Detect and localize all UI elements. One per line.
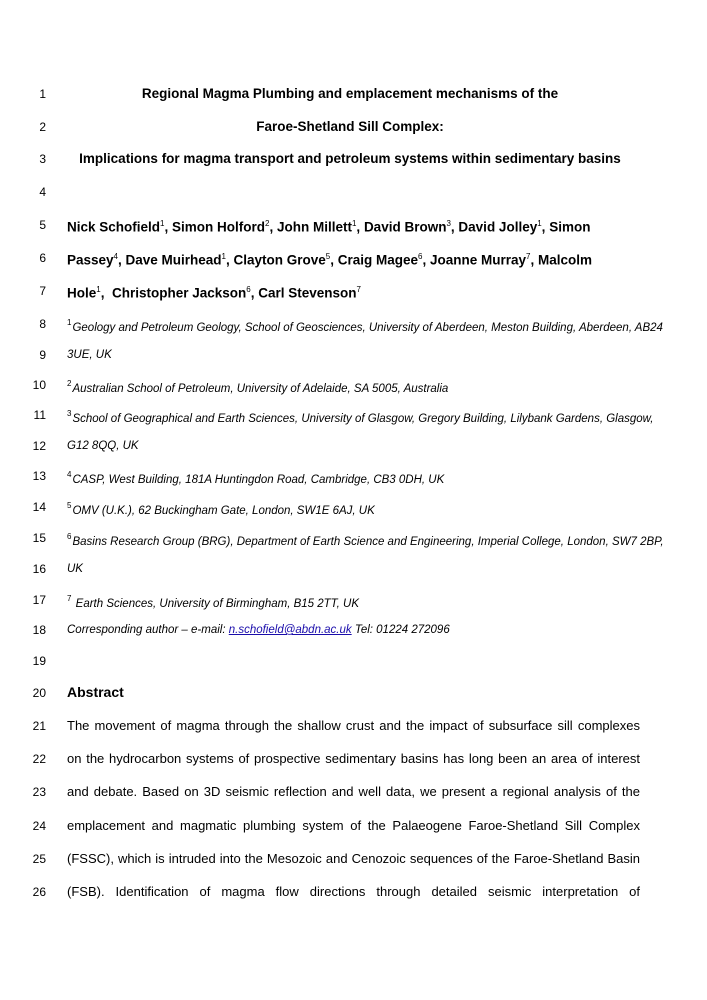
author-name: Carl Stevenson <box>258 285 357 301</box>
author-affiliation-sup: 1 <box>160 219 165 228</box>
abstract-line: (FSSC), which is intruded into the Mesozoic and Cenozoic sequences of the Faroe-Shetland Basin <box>67 851 640 866</box>
corresponding-label: Corresponding author – e-mail: <box>67 624 229 636</box>
abstract-line: emplacement and magmatic plumbing system of the Palaeogene Faroe-Shetland Sill Complex <box>67 818 640 833</box>
author-affiliation-sup: 1 <box>221 252 226 261</box>
affiliation-text: Geology and Petroleum Geology, School of Geosciences, University of Aberdeen, Meston Building, Aberdeen, AB24 <box>72 321 663 334</box>
affiliation-sup: 5 <box>67 501 72 510</box>
author-name: David Brown <box>363 219 447 235</box>
affiliation-6 <box>67 530 664 550</box>
line-number: 15 <box>32 531 46 545</box>
affiliation-sup: 1 <box>67 318 72 327</box>
author-affiliation-sup: 3 <box>446 219 451 228</box>
affiliation-6-cont: UK <box>67 563 83 575</box>
line-number: 9 <box>39 348 46 362</box>
author-affiliation-sup: 4 <box>113 252 118 261</box>
author-name: Clayton Grove <box>233 252 326 268</box>
author-name: Dave Muirhead <box>125 252 222 268</box>
affiliation-text: Basins Research Group (BRG), Department of Earth Science and Engineering, Imperial College, London, SW7 2BP, <box>72 535 664 548</box>
author-line-1: Nick Schofield$^1$, Simon Holford$^2$, John Millett$^1$, David Brown$^3$, David Jolley$^1$, Simon <box>67 219 591 235</box>
author-name: Simon Holford <box>172 219 265 235</box>
author-affiliation-sup: 1 <box>351 219 357 228</box>
line-number: 13 <box>32 469 46 483</box>
affiliation-sup: 4 <box>67 470 72 479</box>
author-name: Hole <box>67 285 97 301</box>
affiliation-sup: 3 <box>67 409 72 418</box>
line-number: 23 <box>32 785 46 799</box>
line-number: 19 <box>32 654 46 668</box>
affiliation-1-cont: 3UE, UK <box>67 349 112 361</box>
line-number: 14 <box>32 500 46 514</box>
author-name: Craig Magee <box>337 252 419 268</box>
line-number: 11 <box>33 408 46 422</box>
affiliation-3-cont: G12 8QQ, UK <box>67 440 139 452</box>
line-number: 4 <box>39 185 46 199</box>
author-name: Nick Schofield <box>67 219 161 235</box>
author-name: Passey <box>67 252 114 268</box>
abstract-line: on the hydrocarbon systems of prospective sedimentary basins has long been an area of interest <box>67 751 640 766</box>
author-affiliation-sup: 7 <box>526 252 531 261</box>
abstract-line: The movement of magma through the shallow crust and the impact of subsurface sill complexes <box>67 718 640 733</box>
author-name: David Jolley <box>458 219 538 235</box>
line-number: 2 <box>39 120 46 134</box>
line-number: 24 <box>32 819 46 833</box>
affiliation-text: Earth Sciences, University of Birmingham, B15 2TT, UK <box>72 597 359 610</box>
line-number: 22 <box>32 752 46 766</box>
affiliation-text: School of Geographical and Earth Sciences, University of Glasgow, Gregory Building, Lilybank Gardens, Glasgow, <box>72 412 654 425</box>
affiliation-sup: 6 <box>67 532 72 541</box>
paper-title-line-1: Regional Magma Plumbing and emplacement mechanisms of the <box>141 86 559 101</box>
line-number: 12 <box>32 439 46 453</box>
line-number: 8 <box>39 317 46 331</box>
author-affiliation-sup: 1 <box>537 219 542 228</box>
affiliation-sup: 2 <box>67 379 72 388</box>
author-affiliation-sup: 5 <box>325 252 331 261</box>
email-link[interactable]: n.schofield@abdn.ac.uk <box>228 624 352 636</box>
author-name: Simon <box>549 219 591 235</box>
line-number: 6 <box>39 251 46 265</box>
author-affiliation-sup: 6 <box>418 252 423 261</box>
paper-title-line-3: Implications for magma transport and petroleum systems within sedimentary basins <box>79 151 621 166</box>
abstract-heading: Abstract <box>67 684 124 700</box>
line-number: 17 <box>32 593 46 607</box>
paper-title-line-2: Faroe-Shetland Sill Complex: <box>256 119 444 134</box>
telephone: Tel: 01224 272096 <box>351 624 450 636</box>
line-number: 25 <box>32 852 46 866</box>
line-number: 3 <box>39 152 46 166</box>
author-line-2: Passey$^4$, Dave Muirhead$^1$, Clayton Grove$^5$, Craig Magee$^6$, Joanne Murray$^7$, Malcolm <box>67 252 593 268</box>
affiliation-5 <box>67 499 640 519</box>
affiliation-2 <box>67 377 640 397</box>
line-number: 21 <box>32 719 46 733</box>
abstract-line: and debate. Based on 3D seismic reflection and well data, we present a regional analysis of the <box>67 784 640 799</box>
author-name: Joanne Murray <box>430 252 527 268</box>
abstract-line: (FSB). Identification of magma flow directions through detailed seismic interpretation of <box>67 884 640 899</box>
line-number: 7 <box>39 284 46 298</box>
affiliation-7 <box>67 592 640 612</box>
affiliation-sup: 7 <box>67 594 72 603</box>
affiliation-1 <box>67 316 663 336</box>
line-number: 16 <box>32 562 46 576</box>
author-affiliation-sup: 2 <box>265 219 270 228</box>
author-affiliation-sup: 6 <box>246 285 251 294</box>
author-affiliation-sup: 7 <box>356 285 361 294</box>
affiliation-text: OMV (U.K.), 62 Buckingham Gate, London, SW1E 6AJ, UK <box>72 504 375 517</box>
author-name: Malcolm <box>538 252 593 268</box>
affiliation-3 <box>67 407 654 427</box>
affiliation-text: Australian School of Petroleum, University of Adelaide, SA 5005, Australia <box>72 382 449 395</box>
author-affiliation-sup: 1 <box>96 285 101 294</box>
affiliation-4 <box>67 468 640 488</box>
line-number: 18 <box>32 623 46 637</box>
line-number: 1 <box>39 87 46 101</box>
line-number: 26 <box>32 885 46 899</box>
line-number: 5 <box>39 218 46 232</box>
affiliation-text: CASP, West Building, 181A Huntingdon Road, Cambridge, CB3 0DH, UK <box>72 473 445 486</box>
corresponding-author <box>67 622 640 638</box>
line-number: 10 <box>32 378 46 392</box>
author-name: Christopher Jackson <box>111 285 247 301</box>
author-name: John Millett <box>276 219 352 235</box>
author-line-3: Hole$^1$, Christopher Jackson$^6$, Carl Stevenson$^7$ <box>67 285 361 301</box>
line-number: 20 <box>32 686 46 700</box>
